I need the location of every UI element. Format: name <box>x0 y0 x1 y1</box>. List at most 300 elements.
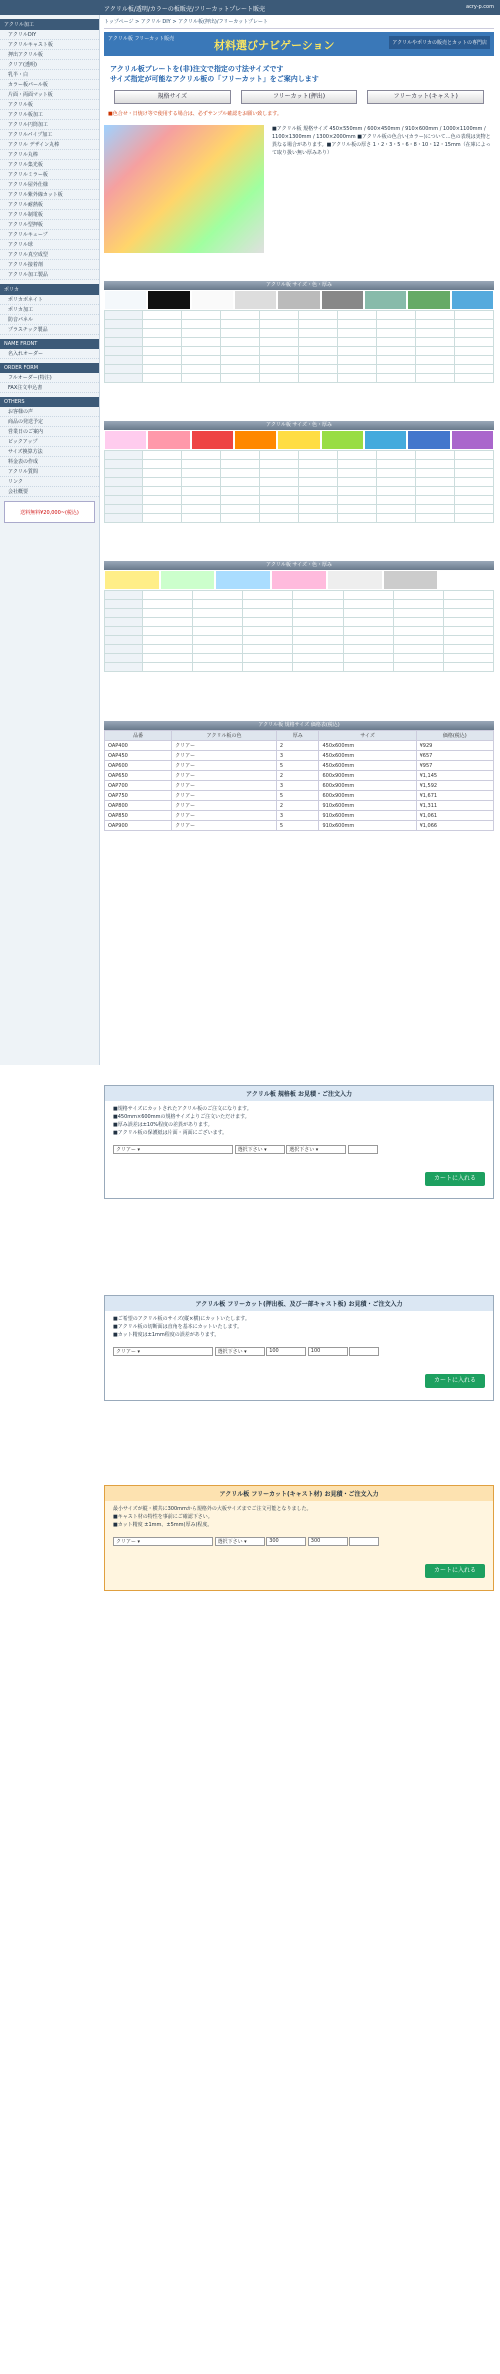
sidebar-item[interactable]: クリア(透明) <box>0 60 99 70</box>
sidebar-item[interactable]: サイズ換算方法 <box>0 447 99 457</box>
grid-cell <box>299 505 338 514</box>
grid-cell <box>393 609 443 618</box>
grid-cell <box>377 320 416 329</box>
grid-cell <box>182 460 221 469</box>
sidebar-item[interactable]: 防音パネル <box>0 315 99 325</box>
thickness-select[interactable]: 選択下さい ▾ <box>215 1347 265 1356</box>
order-form-freecut <box>104 1295 494 1401</box>
sidebar-item[interactable]: FAX注文申込書 <box>0 383 99 393</box>
sidebar-item[interactable]: アクリル耐熱板 <box>0 200 99 210</box>
intro-line: サイズ指定が可能なアクリル板の「フリーカット」をご案内します <box>110 75 319 83</box>
grid-cell <box>455 478 494 487</box>
grid-cell <box>293 663 343 672</box>
size-color-table-2 <box>104 421 494 541</box>
sidebar-item[interactable]: アクリル球 <box>0 240 99 250</box>
grid-cell <box>182 356 221 365</box>
sidebar-item[interactable]: 押出アクリル板 <box>0 50 99 60</box>
grid-cell <box>260 374 299 383</box>
table-row <box>105 741 494 751</box>
grid-cell <box>182 311 221 320</box>
price-cell: ¥1,061 <box>416 811 493 821</box>
grid-cell <box>416 356 455 365</box>
size-color-table-3 <box>104 561 494 691</box>
grid-cell <box>299 469 338 478</box>
grid-cell <box>260 347 299 356</box>
grid-cell <box>393 600 443 609</box>
sidebar-item[interactable]: アクリル接着剤 <box>0 260 99 270</box>
sidebar-item[interactable]: カラー板パール板 <box>0 80 99 90</box>
sidebar-item[interactable]: アクリルミラー板 <box>0 170 99 180</box>
price-cell: 5 <box>276 821 319 831</box>
grid-cell <box>455 451 494 460</box>
grid-cell <box>193 663 243 672</box>
order-note: ■規格サイズにカットされたアクリル板のご注文になります。 <box>113 1106 252 1112</box>
grid-cell <box>193 636 243 645</box>
grid-cell <box>243 591 293 600</box>
add-to-cart-button[interactable]: カートに入れる <box>425 1564 485 1578</box>
grid-cell <box>260 365 299 374</box>
height-field[interactable]: 100 <box>308 1347 348 1356</box>
grid-cell <box>455 347 494 356</box>
grid-cell <box>221 329 260 338</box>
grid-cell <box>105 487 143 496</box>
sidebar-item[interactable]: アクリルパイプ加工 <box>0 130 99 140</box>
price-cell: ¥1,592 <box>416 781 493 791</box>
grid-cell <box>105 478 143 487</box>
sidebar-item[interactable]: 片面・両面マット板 <box>0 90 99 100</box>
grid-cell <box>143 451 182 460</box>
price-cell: クリアー <box>172 761 277 771</box>
price-cell: クリアー <box>172 791 277 801</box>
grid-cell <box>243 600 293 609</box>
price-cell: ¥657 <box>416 751 493 761</box>
grid-cell <box>260 460 299 469</box>
sidebar-item[interactable]: ピックアップ <box>0 437 99 447</box>
grid-cell <box>182 496 221 505</box>
grid-cell <box>143 356 182 365</box>
sidebar-item[interactable]: 料金表の作成 <box>0 457 99 467</box>
grid-cell <box>143 374 182 383</box>
grid-cell <box>243 609 293 618</box>
grid-cell <box>105 460 143 469</box>
grid-cell <box>221 374 260 383</box>
sidebar-item[interactable]: 営業日のご案内 <box>0 427 99 437</box>
sidebar-item[interactable]: アクリル加工製品 <box>0 270 99 280</box>
size-buttons <box>114 90 484 104</box>
sidebar-item[interactable]: お客様の声 <box>0 407 99 417</box>
grid-cell <box>443 645 493 654</box>
grid-cell <box>221 478 260 487</box>
grid-cell <box>455 311 494 320</box>
order-form-cast <box>104 1485 494 1591</box>
grid-cell <box>221 347 260 356</box>
order-note: ■ご希望のアクリル板のサイズ(縦×横)にカットいたします。 <box>113 1316 250 1322</box>
sidebar-item[interactable]: アクリル円筒加工 <box>0 120 99 130</box>
swatch <box>160 570 216 590</box>
sidebar-item[interactable]: 乳半・白 <box>0 70 99 80</box>
price-cell: 3 <box>276 781 319 791</box>
color-swatches <box>104 290 494 310</box>
size-color-table-1 <box>104 281 494 401</box>
price-cell: OAP750 <box>105 791 172 801</box>
sidebar-item[interactable]: アクリル丸棒 <box>0 150 99 160</box>
price-cell: OAP400 <box>105 741 172 751</box>
grid-cell <box>193 609 243 618</box>
grid-cell <box>182 374 221 383</box>
banner-sub: アクリル板 フリーカット販売 <box>108 36 175 42</box>
grid-cell <box>377 469 416 478</box>
add-to-cart-button[interactable]: カートに入れる <box>425 1374 485 1388</box>
availability-grid <box>104 590 494 672</box>
swatch <box>215 570 271 590</box>
swatch <box>451 290 494 310</box>
grid-cell <box>293 654 343 663</box>
grid-cell <box>260 320 299 329</box>
grid-cell <box>343 600 393 609</box>
grid-cell <box>416 460 455 469</box>
sidebar-item[interactable]: ポリカ加工 <box>0 305 99 315</box>
grid-cell <box>105 654 143 663</box>
price-cell: OAP850 <box>105 811 172 821</box>
swatch <box>383 570 439 590</box>
grid-cell <box>343 645 393 654</box>
notice-text: ■色合せ・日焼け等で使用する場合は、必ずサンプル確認をお願い致します。 <box>108 111 282 117</box>
grid-cell <box>338 451 377 460</box>
grid-cell <box>416 469 455 478</box>
swatch <box>234 430 277 450</box>
order-title: アクリル板 規格板 お見積・ご注文入力 <box>105 1086 493 1101</box>
sidebar-item[interactable]: 名入れオーダー <box>0 349 99 359</box>
swatch <box>321 430 364 450</box>
price-cell: ¥929 <box>416 741 493 751</box>
availability-grid <box>104 450 494 523</box>
price-cell: ¥1,311 <box>416 801 493 811</box>
table-heading: アクリル板 サイズ・色・厚み <box>104 561 494 570</box>
swatch <box>407 430 450 450</box>
swatch <box>104 570 160 590</box>
sidebar-item[interactable]: アクリルキューブ <box>0 230 99 240</box>
grid-cell <box>416 478 455 487</box>
price-cell: クリアー <box>172 771 277 781</box>
main-content <box>104 15 494 1574</box>
price-cell: 450x600mm <box>319 751 416 761</box>
grid-cell <box>143 663 193 672</box>
grid-cell <box>343 663 393 672</box>
sidebar-heading: ポリカ <box>0 284 99 295</box>
order-title: アクリル板 フリーカット(キャスト材) お見積・ご注文入力 <box>105 1486 493 1501</box>
grid-cell <box>105 311 143 320</box>
price-cell: 910x600mm <box>319 801 416 811</box>
order-note: ■カット精度は±1mm程度の誤差があります。 <box>113 1332 220 1338</box>
thickness-select[interactable]: 選択下さい ▾ <box>215 1537 265 1546</box>
sidebar-item[interactable]: フルオーダー(特注) <box>0 373 99 383</box>
grid-cell <box>143 609 193 618</box>
grid-cell <box>221 320 260 329</box>
acrylic-sample-image <box>104 125 264 253</box>
grid-cell <box>416 496 455 505</box>
grid-cell <box>105 451 143 460</box>
price-cell: OAP800 <box>105 801 172 811</box>
swatch <box>147 430 190 450</box>
grid-cell <box>299 347 338 356</box>
grid-cell <box>143 311 182 320</box>
size-select[interactable]: 選択下さい ▾ <box>286 1145 346 1154</box>
grid-cell <box>182 365 221 374</box>
grid-cell <box>182 478 221 487</box>
sidebar-item[interactable]: アクリル集光板 <box>0 160 99 170</box>
availability-grid <box>104 310 494 383</box>
price-cell: OAP700 <box>105 781 172 791</box>
color-select[interactable]: クリアー ▾ <box>113 1145 233 1154</box>
grid-cell <box>105 356 143 365</box>
grid-cell <box>377 514 416 523</box>
grid-cell <box>260 487 299 496</box>
grid-cell <box>393 627 443 636</box>
sidebar-item[interactable]: リンク <box>0 477 99 487</box>
table-heading: アクリル板 サイズ・色・厚み <box>104 281 494 290</box>
header-title: アクリル板/透明/カラーの板販売/フリーカットプレート販売 <box>104 6 266 13</box>
sidebar-item[interactable]: アクリルDIY <box>0 30 99 40</box>
add-to-cart-button[interactable]: カートに入れる <box>425 1172 485 1186</box>
swatch <box>407 290 450 310</box>
grid-cell <box>193 600 243 609</box>
swatch <box>438 570 494 590</box>
grid-cell <box>182 338 221 347</box>
standard-size-button[interactable]: 規格サイズ <box>114 90 231 104</box>
grid-cell <box>221 514 260 523</box>
grid-cell <box>105 636 143 645</box>
price-cell: OAP900 <box>105 821 172 831</box>
grid-cell <box>455 469 494 478</box>
grid-cell <box>377 329 416 338</box>
price-column-header: アクリル板の色 <box>172 731 277 741</box>
quantity-field[interactable] <box>349 1537 379 1546</box>
sidebar-item[interactable]: アクリル板 <box>0 100 99 110</box>
quantity-field[interactable] <box>348 1145 378 1154</box>
grid-cell <box>416 487 455 496</box>
grid-cell <box>260 356 299 365</box>
grid-cell <box>455 460 494 469</box>
price-column-header: 厚み <box>276 731 319 741</box>
table-row <box>105 801 494 811</box>
freecut-cast-button[interactable]: フリーカット(キャスト) <box>367 90 484 104</box>
grid-cell <box>377 374 416 383</box>
color-select[interactable]: クリアー ▾ <box>113 1347 213 1356</box>
price-cell: OAP650 <box>105 771 172 781</box>
swatch <box>191 290 234 310</box>
grid-cell <box>416 320 455 329</box>
sidebar-item[interactable]: 会社概要 <box>0 487 99 497</box>
grid-cell <box>299 514 338 523</box>
freecut-extruded-button[interactable]: フリーカット(押出) <box>241 90 358 104</box>
grid-cell <box>143 627 193 636</box>
grid-cell <box>143 618 193 627</box>
grid-cell <box>143 654 193 663</box>
grid-cell <box>260 514 299 523</box>
order-note: ■厚み誤差は±10%程度の差異があります。 <box>113 1122 213 1128</box>
sidebar-heading: OTHERS <box>0 397 99 407</box>
grid-cell <box>377 347 416 356</box>
order-inputs <box>105 1533 493 1550</box>
grid-cell <box>377 478 416 487</box>
grid-cell <box>243 627 293 636</box>
grid-cell <box>293 609 343 618</box>
grid-cell <box>293 591 343 600</box>
grid-cell <box>143 505 182 514</box>
order-note: ■アクリル板の保護紙は片面・両面にございます。 <box>113 1130 228 1136</box>
price-cell: 2 <box>276 771 319 781</box>
table-row <box>105 751 494 761</box>
grid-cell <box>105 329 143 338</box>
grid-cell <box>416 451 455 460</box>
swatch <box>104 430 147 450</box>
grid-cell <box>260 338 299 347</box>
grid-cell <box>377 451 416 460</box>
price-cell: 2 <box>276 741 319 751</box>
grid-cell <box>182 505 221 514</box>
grid-cell <box>221 311 260 320</box>
sidebar-item[interactable]: プラスチック製品 <box>0 325 99 335</box>
sidebar-item[interactable]: アクリルキャスト板 <box>0 40 99 50</box>
quantity-field[interactable] <box>349 1347 379 1356</box>
price-cell: 5 <box>276 791 319 801</box>
sidebar <box>0 15 100 1065</box>
price-column-header: 価格(税込) <box>416 731 493 741</box>
grid-cell <box>143 478 182 487</box>
grid-cell <box>343 654 393 663</box>
grid-cell <box>416 365 455 374</box>
grid-cell <box>299 478 338 487</box>
grid-cell <box>416 329 455 338</box>
grid-cell <box>182 451 221 460</box>
sidebar-item[interactable]: ポリカボネイト <box>0 295 99 305</box>
table-row <box>105 781 494 791</box>
price-column-header: サイズ <box>319 731 416 741</box>
grid-cell <box>193 618 243 627</box>
swatch <box>191 430 234 450</box>
order-note: 最小サイズが縦・横共に300mmから規格外の大板サイズまでご注文可能となりました。 <box>113 1506 312 1512</box>
grid-cell <box>105 505 143 514</box>
grid-cell <box>455 338 494 347</box>
grid-cell <box>105 338 143 347</box>
grid-cell <box>455 487 494 496</box>
grid-cell <box>338 365 377 374</box>
swatch <box>271 570 327 590</box>
sidebar-item[interactable]: アクリル紫外線カット板 <box>0 190 99 200</box>
grid-cell <box>105 365 143 374</box>
grid-cell <box>193 627 243 636</box>
free-shipping-banner[interactable]: 送料無料¥20,000~(税込) <box>4 501 95 523</box>
price-cell: OAP600 <box>105 761 172 771</box>
grid-cell <box>338 460 377 469</box>
grid-cell <box>182 347 221 356</box>
grid-cell <box>221 356 260 365</box>
grid-cell <box>343 609 393 618</box>
sidebar-item[interactable]: アクリル質問 <box>0 467 99 477</box>
sidebar-item[interactable]: アクリル型押板 <box>0 220 99 230</box>
swatch <box>364 290 407 310</box>
grid-cell <box>221 496 260 505</box>
grid-cell <box>143 469 182 478</box>
grid-cell <box>193 591 243 600</box>
grid-cell <box>338 374 377 383</box>
sidebar-item[interactable]: アクリル制電板 <box>0 210 99 220</box>
breadcrumb[interactable]: トップページ > アクリル DIY > アクリル板(押出)/フリーカットプレート <box>104 15 494 29</box>
width-field[interactable]: 100 <box>266 1347 306 1356</box>
grid-cell <box>293 600 343 609</box>
grid-cell <box>443 609 493 618</box>
grid-cell <box>343 618 393 627</box>
grid-cell <box>105 600 143 609</box>
grid-cell <box>293 627 343 636</box>
table-row <box>105 791 494 801</box>
grid-cell <box>338 356 377 365</box>
grid-cell <box>260 496 299 505</box>
price-table <box>104 730 494 831</box>
grid-cell <box>299 460 338 469</box>
grid-cell <box>105 320 143 329</box>
grid-cell <box>443 654 493 663</box>
price-cell: クリアー <box>172 821 277 831</box>
grid-cell <box>105 374 143 383</box>
grid-cell <box>143 591 193 600</box>
grid-cell <box>416 505 455 514</box>
color-swatches <box>104 570 494 590</box>
sidebar-item[interactable]: アクリル デザイン丸棒 <box>0 140 99 150</box>
swatch <box>234 290 277 310</box>
grid-cell <box>221 338 260 347</box>
grid-cell <box>455 320 494 329</box>
sidebar-item[interactable]: アクリル屋外仕様 <box>0 180 99 190</box>
grid-cell <box>443 627 493 636</box>
price-cell: 450x600mm <box>319 761 416 771</box>
sidebar-item[interactable]: アクリル真空成型 <box>0 250 99 260</box>
grid-cell <box>105 609 143 618</box>
height-field[interactable]: 300 <box>308 1537 348 1546</box>
grid-cell <box>338 514 377 523</box>
header-logo[interactable]: acry-p.com <box>466 4 494 10</box>
banner-right: アクリルやポリカの販売とカットの専門店 <box>389 36 490 49</box>
grid-cell <box>105 591 143 600</box>
swatch <box>321 290 364 310</box>
thickness-select[interactable]: 選択下さい ▾ <box>235 1145 285 1154</box>
grid-cell <box>221 460 260 469</box>
price-cell: ¥957 <box>416 761 493 771</box>
width-field[interactable]: 300 <box>266 1537 306 1546</box>
grid-cell <box>299 451 338 460</box>
grid-cell <box>182 469 221 478</box>
grid-cell <box>455 374 494 383</box>
grid-cell <box>455 505 494 514</box>
grid-cell <box>293 636 343 645</box>
color-select[interactable]: クリアー ▾ <box>113 1537 213 1546</box>
grid-cell <box>105 469 143 478</box>
grid-cell <box>443 600 493 609</box>
sidebar-item[interactable]: アクリル板加工 <box>0 110 99 120</box>
grid-cell <box>221 505 260 514</box>
price-cell: 600x900mm <box>319 781 416 791</box>
grid-cell <box>338 505 377 514</box>
grid-cell <box>105 496 143 505</box>
grid-cell <box>393 663 443 672</box>
price-cell: クリアー <box>172 801 277 811</box>
price-cell: クリアー <box>172 811 277 821</box>
swatch <box>451 430 494 450</box>
grid-cell <box>221 451 260 460</box>
table-row <box>105 761 494 771</box>
grid-cell <box>293 645 343 654</box>
sidebar-item[interactable]: 商品の発送予定 <box>0 417 99 427</box>
